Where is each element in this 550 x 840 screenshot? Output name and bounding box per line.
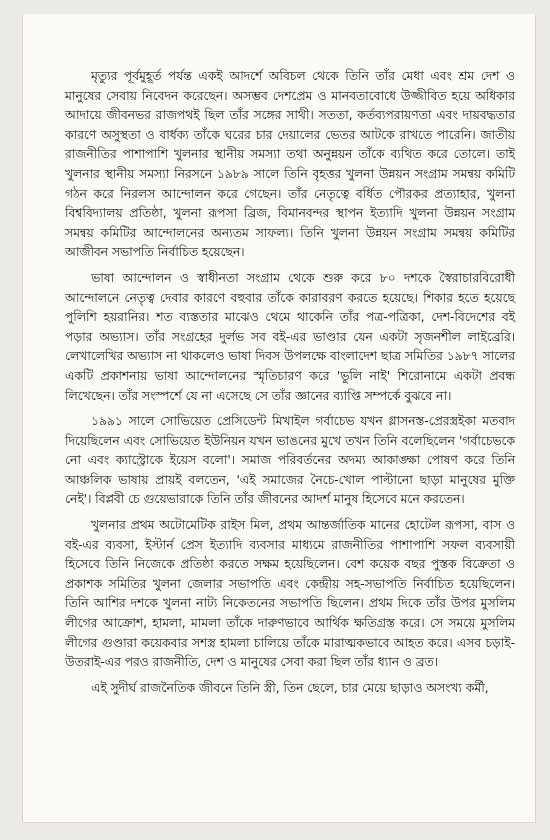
paragraph-1: মৃত্যুর পূর্বমুহূর্ত পর্যন্ত একই আদর্শে অবিচল থেকে তিনি তাঁর মেধা এবং শ্রম দেশ ও মানুষের সেবায় নিবেদন করেছেন। অসম্ভব দেশপ্রেম ও মানবতাবোধে উজ্জীবিত হয়ে অধিকার আদায়ে জীবনভর রাজপথই ছিল তাঁর সঙ্গের সাথী। সততা, কর্তব্যপরায়ণতা এবং দায়বদ্ধতার কারণে অসুস্থতা ও বার্ধক্য তাঁকে ঘরের চার দেয়ালের ভেতর আটকে রাখতে পারেনি। জাতীয় রাজনীতির পাশাপাশি খুলনার স্থানীয় সমস্যা তথা অনুন্নয়ন তাঁকে ব্যথিত করে তোলে। তাই খুলনার স্থানীয় সমস্যা নিরসনে ১৯৮৯ সালে তিনি বৃহত্তর খুলনা উন্নয়ন সংগ্রাম সমন্বয় কমিটি গঠন করে নিরলস আন্দোলন করে গেছেন। তাঁর নেতৃত্বে বর্ধিত পৌরকর প্রত্যাহার, খুলনা বিশ্ববিদ্যালয় প্রতিষ্ঠা, খুলনা রূপসা ব্রিজ, বিমানবন্দর স্থাপন ইত্যাদি খুলনা উন্নয়ন সংগ্রাম সমন্বয় কমিটির আন্দোলনের অন্যতম সাফল্য। তিনি খুলনা উন্নয়ন সংগ্রাম সমন্বয় কমিটির আজীবন সভাপতি নির্বাচিত হয়েছেন। xyxy=(65,68,515,260)
paragraph-5: এই সুদীর্ঘ রাজনৈতিক জীবনে তিনি স্ত্রী, তিন ছেলে, চার মেয়ে ছাড়াও অসংখ্য কর্মী, xyxy=(91,679,489,695)
body-text xyxy=(65,66,515,703)
paragraph-3: ১৯৯১ সালে সোভিয়েত প্রেসিডেন্ট মিখাইল গর্বাচেভ যখন গ্লাসনস্ত-প্রেরস্ত্রইকা মতবাদ দিয়েছিলেন এবং সোভিয়েত ইউনিয়ন যখন ভাঙনের মুখে তখন তিনি বলেছিলেন 'গর্বাচেভকে নো এবং ক্যাস্ট্রোকে ইয়েস বলো'। সমাজ পরিবর্তনের অদম্য আকাঙ্ক্ষা পোষণ করে তিনি আঞ্চলিক ভাষায় প্রায়ই বলতেন, 'এই সমাজের নৈচে-খোল পাল্টানো ছাড়া মানুষের মুক্তি নেই'। বিপ্লবী চে গুয়েভারাকে তিনি তাঁর জীবনের আদর্শ মানুষ হিসেবে মনে করতেন। xyxy=(65,413,515,507)
paragraph-2: ভাষা আন্দোলন ও স্বাধীনতা সংগ্রাম থেকে শুরু করে ৮০ দশকে স্বৈরাচারবিরোধী আন্দোলনে নেতৃত্ব দেবার কারণে বহুবার তাঁকে কারাবরণ করতে হয়েছে। শিকার হতে হয়েছে পুলিশি হয়রানির। শত ব্যস্ততার মাঝেও থেমে থাকেনি তাঁর পত্র-পত্রিকা, দেশ-বিদেশের বই পড়ার অভ্যাস। তাঁর সংগ্রহের দুর্লভ সব বই-এর ভাণ্ডার যেন একটা সৃজনশীল লাইব্রেরি। লেখালেখির অভ্যাস না থাকলেও ভাষা দিবস উপলক্ষে বাংলাদেশ ছাত্র সমিতির ১৯৮৭ সালের একটি প্রকাশনায় ভাষা আন্দোলনের স্মৃতিচারণ করে 'ভুলি নাই' শিরোনামে একটা প্রবন্ধ লিখেছেন। তাঁর সংস্পর্শে যে না এসেছে সে তাঁর জ্ঞানের ব্যাপ্তি সম্পর্কে বুঝবে না। xyxy=(65,269,515,403)
book-page xyxy=(22,14,535,822)
paragraph-4: খুলনার প্রথম অটোমেটিক রাইস মিল, প্রথম আন্তর্জাতিক মানের হোটেল রূপসা, বাস ও বই-এর ব্যবসা, ইস্টার্ন প্রেস ইত্যাদি ব্যবসার মাধ্যমে রাজনীতির পাশাপাশি সফল ব্যবসায়ী হিসেবে তিনি নিজেকে প্রতিষ্ঠা করতে সক্ষম হয়েছিলেন। বেশ কয়েক বছর পুস্তক বিক্রেতা ও প্রকাশক সমিতির খুলনা জেলার সভাপতি এবং কেন্দ্রীয় সহ-সভাপতি নির্বাচিত হয়েছিলেন। তিনি আশির দশকে খুলনা নাট্য নিকেতনের সভাপতি ছিলেন। প্রথম দিকে তাঁর উপর মুসলিম লীগের আক্রোশ, হামলা, মামলা তাঁকে দারুণভাবে আর্থিক ক্ষতিগ্রস্ত করে। সে সময়ে মুসলিম লীগের গুণ্ডারা কয়েকবার সশস্ত্র হামলা চালিয়ে তাঁকে মারাত্মকভাবে আহত করে। এসব চড়াই-উতরাই-এর পরও রাজনীতি, দেশ ও মানুষের সেবা করা ছিল তাঁর ধ্যান ও ব্রত। xyxy=(65,517,515,670)
